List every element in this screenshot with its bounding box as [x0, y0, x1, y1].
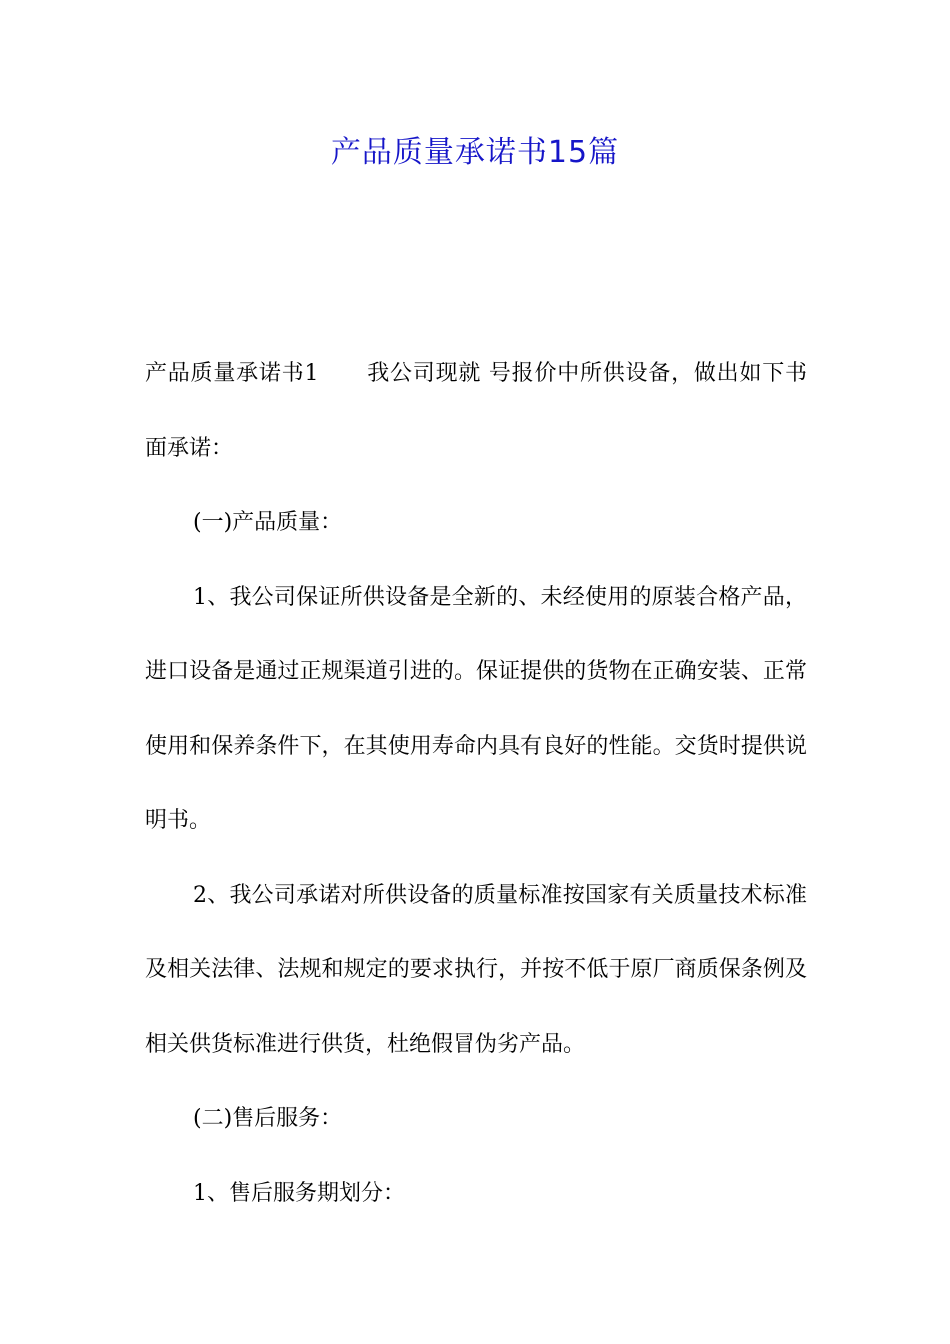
paragraph-after-sales-heading: (二)售后服务：	[193, 1106, 343, 1131]
paragraph-product-quality-heading: (一)产品质量：	[193, 510, 343, 535]
section-heading: 产品质量承诺书1	[145, 361, 319, 386]
document-body	[145, 337, 807, 1231]
document-title: 产品质量承诺书15篇	[330, 135, 620, 170]
paragraph-text: 我公司现就 号报价中所供设备，做出如下书面承诺：	[145, 361, 808, 461]
paragraph-after-sales-item-1: 1、售后服务期划分：	[193, 1180, 405, 1206]
paragraph-intro	[145, 337, 807, 486]
paragraph-quality-item-1: 1、我公司保证所供设备是全新的、未经使用的原装合格产品，进口设备是通过正规渠道引进的。保证提供的货物在正确安装、正常使用和保养条件下，在其使用寿命内具有良好的性能。交货时提供说明书。	[145, 584, 807, 833]
paragraph-quality-item-2: 2、我公司承诺对所供设备的质量标准按国家有关质量技术标准及相关法律、法规和规定的要求执行，并按不低于原厂商质保条例及相关供货标准进行供货，杜绝假冒伪劣产品。	[145, 882, 807, 1057]
